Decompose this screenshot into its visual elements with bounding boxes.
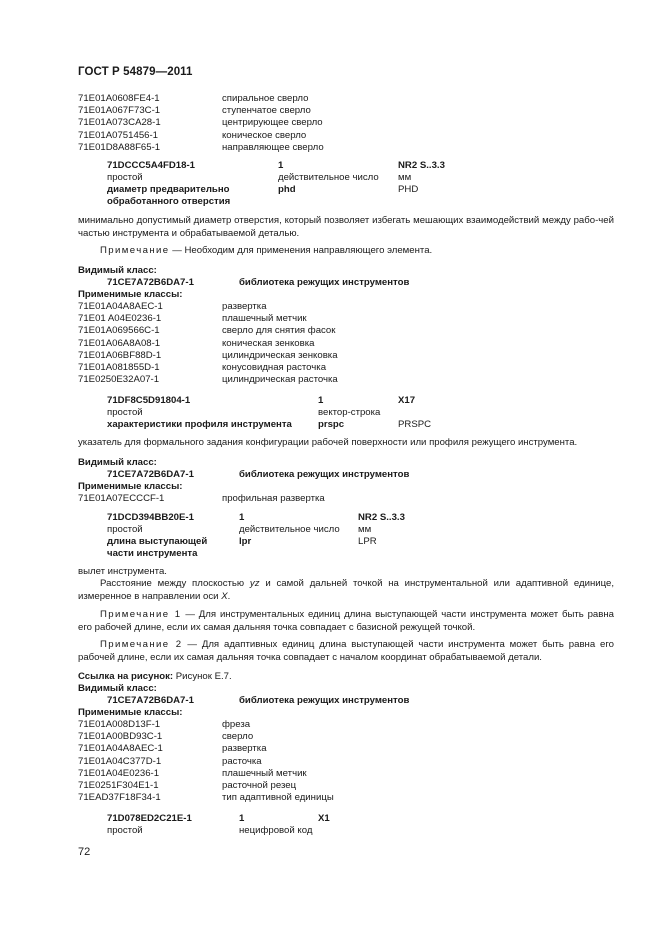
class-code: 71E01A06BF88D-1 [78, 349, 162, 361]
figure-reference-value: Рисунок Е.7. [173, 671, 232, 682]
library-id: 71CE7A72B6DA7-1 [107, 277, 194, 288]
applicable-classes-label: Применимые классы: [78, 707, 183, 718]
page-header-title: ГОСТ Р 54879—2011 [78, 66, 193, 78]
class-name: развертка [222, 301, 267, 312]
library-id: 71CE7A72B6DA7-1 [107, 695, 194, 706]
class-code: 71E01A0608FE4-1 [78, 93, 160, 104]
property-code: LPR [358, 536, 377, 547]
note-text: — Необходим для применения направляющего элемента. [169, 245, 433, 256]
class-name: расточной резец [222, 779, 297, 791]
property-version: 1 [239, 813, 245, 824]
class-code: 71E01A07ECCCF-1 [78, 493, 165, 504]
property-name: длина выступающей [107, 536, 208, 547]
class-code: 71E01A008D13F-1 [78, 719, 161, 730]
class-code: 71E01A06A8A08-1 [78, 337, 161, 349]
class-name: спиральное сверло [222, 93, 309, 104]
class-name: профильная развертка [222, 493, 325, 504]
visible-class-label: Видимый класс: [78, 683, 157, 694]
class-code: 71E01A04A8AEC-1 [78, 743, 163, 755]
applicable-classes-label: Применимые классы: [78, 289, 183, 300]
note-label: Примечание 2 [100, 639, 183, 650]
property-symbol: phd [278, 184, 296, 195]
class-code: 71E01A00BD93C-1 [78, 731, 163, 743]
page-number: 72 [78, 846, 91, 858]
class-code: 71E01A067F73C-1 [78, 105, 161, 117]
figure-reference [78, 671, 232, 683]
property-symbol: lpr [239, 536, 252, 547]
property-symbol: prspc [318, 419, 345, 430]
class-name: сверло для снятия фасок [222, 325, 336, 337]
applicable-classes-label: Применимые классы: [78, 481, 183, 492]
class-name: конусовидная расточка [222, 361, 327, 373]
property-id: 71DCCC5A4FD18-1 [107, 160, 195, 171]
note-text: — Для адаптивных единиц длина выступающей части инструмента может быть равна его рабочей длине, если их самая дальняя точка совпадает с началом координат обрабатываемой детали. [78, 639, 614, 663]
class-code: 71EAD37F18F34-1 [78, 792, 161, 804]
class-code-list-4 [78, 719, 163, 804]
class-name: сверло [222, 731, 254, 743]
definition-paragraph [78, 578, 614, 603]
property-code: PRSPC [398, 419, 432, 430]
class-name-list-4 [222, 719, 334, 804]
note [78, 245, 614, 258]
class-code-list-1 [78, 93, 161, 154]
note-label: Примечание 1 [100, 609, 182, 620]
property-unit: мм [398, 172, 412, 183]
property-id: 71DCD394BB20E-1 [107, 512, 194, 523]
class-name: плашечный метчик [222, 313, 307, 325]
class-name: цилиндрическая расточка [222, 374, 338, 386]
figure-reference-label: Ссылка на рисунок: [78, 671, 174, 682]
class-code: 71E01D8A88F65-1 [78, 141, 161, 153]
class-code: 71E01 A04E0236-1 [78, 313, 162, 325]
library-name: библиотека режущих инструментов [239, 277, 410, 288]
property-id: 71DF8C5D91804-1 [107, 395, 191, 406]
library-id: 71CE7A72B6DA7-1 [107, 469, 194, 480]
property-version: 1 [278, 160, 284, 171]
property-name-cont: части инструмента [107, 548, 198, 559]
library-name: библиотека режущих инструментов [239, 469, 410, 480]
visible-class-label: Видимый класс: [78, 457, 157, 468]
class-code: 71E01A069566C-1 [78, 325, 160, 337]
property-format: NR2 S..3.3 [398, 160, 445, 171]
class-code: 71E01A073CA28-1 [78, 117, 161, 129]
note-label: Примечание [100, 245, 170, 256]
note-2 [78, 639, 614, 664]
class-name: расточка [222, 755, 262, 767]
class-code: 71E01A04E0236-1 [78, 767, 160, 779]
library-name: библиотека режущих инструментов [239, 695, 410, 706]
property-definition: минимально допустимый диаметр отверстия, который позволяет избегать мешающих взаимодействий между рабо-чей частью инструмента и обрабатываемой деталью. [78, 215, 614, 239]
property-version: 1 [318, 395, 324, 406]
class-name-list-2 [222, 301, 338, 386]
note-text: — Для инструментальных единиц длина выступающей части инструмента может быть равна его рабочей длине, если их самая дальняя точка совпадает с базисной режущей точкой. [78, 609, 614, 633]
property-format: X17 [398, 395, 416, 406]
class-name: развертка [222, 743, 267, 755]
class-code: 71E01A04A8AEC-1 [78, 301, 163, 312]
class-name: ступенчатое сверло [222, 105, 311, 117]
text-run: . [227, 590, 231, 602]
property-kind: простой [107, 172, 143, 183]
property-unit: мм [358, 524, 372, 535]
property-kind: простой [107, 524, 143, 535]
property-datatype: нецифровой код [239, 825, 313, 836]
class-name: фреза [222, 719, 251, 730]
note-1 [78, 609, 614, 634]
class-name: тип адаптивной единицы [222, 792, 334, 804]
text-run-italic: X [221, 590, 228, 602]
property-format: X1 [318, 813, 330, 824]
property-code: PHD [398, 184, 419, 195]
class-code: 71E0251F304E1-1 [78, 779, 159, 791]
class-code: 71E01A081855D-1 [78, 361, 160, 373]
class-name: плашечный метчик [222, 767, 307, 779]
property-kind: простой [107, 825, 143, 836]
class-code: 71E01A0751456-1 [78, 129, 159, 141]
property-name-cont: обработанного отверстия [107, 196, 231, 207]
class-name: цилиндрическая зенковка [222, 349, 338, 361]
class-code-list-2 [78, 301, 163, 386]
class-name: направляющее сверло [222, 141, 324, 153]
property-definition: вылет инструмента. [78, 566, 167, 577]
property-name: диаметр предварительно [107, 184, 230, 195]
class-name-list-1 [222, 93, 324, 154]
text-run: Расстояние между плоскостью [100, 578, 250, 589]
property-definition: указатель для формального задания конфигурации рабочей поверхности или профиля режущего инструмента. [78, 437, 578, 448]
property-format: NR2 S..3.3 [358, 512, 405, 523]
property-id: 71D078ED2C21E-1 [107, 813, 192, 824]
class-code: 71E01A04C377D-1 [78, 755, 162, 767]
text-run-italic: yz [249, 578, 260, 589]
property-datatype: действительное число [278, 172, 379, 183]
class-name: центрирующее сверло [222, 117, 323, 129]
text-run: и самой дальней точкой на инструментальной или адаптивной единице, измеренное в направлении оси [78, 578, 615, 602]
class-name: коническое сверло [222, 129, 307, 141]
property-kind: простой [107, 407, 143, 418]
property-version: 1 [239, 512, 245, 523]
class-code: 71E0250E32A07-1 [78, 374, 160, 386]
visible-class-label: Видимый класс: [78, 265, 157, 276]
property-datatype: вектор-строка [318, 407, 381, 418]
property-datatype: действительное число [239, 524, 340, 535]
class-name: коническая зенковка [222, 337, 315, 349]
property-name: характеристики профиля инструмента [107, 419, 292, 430]
